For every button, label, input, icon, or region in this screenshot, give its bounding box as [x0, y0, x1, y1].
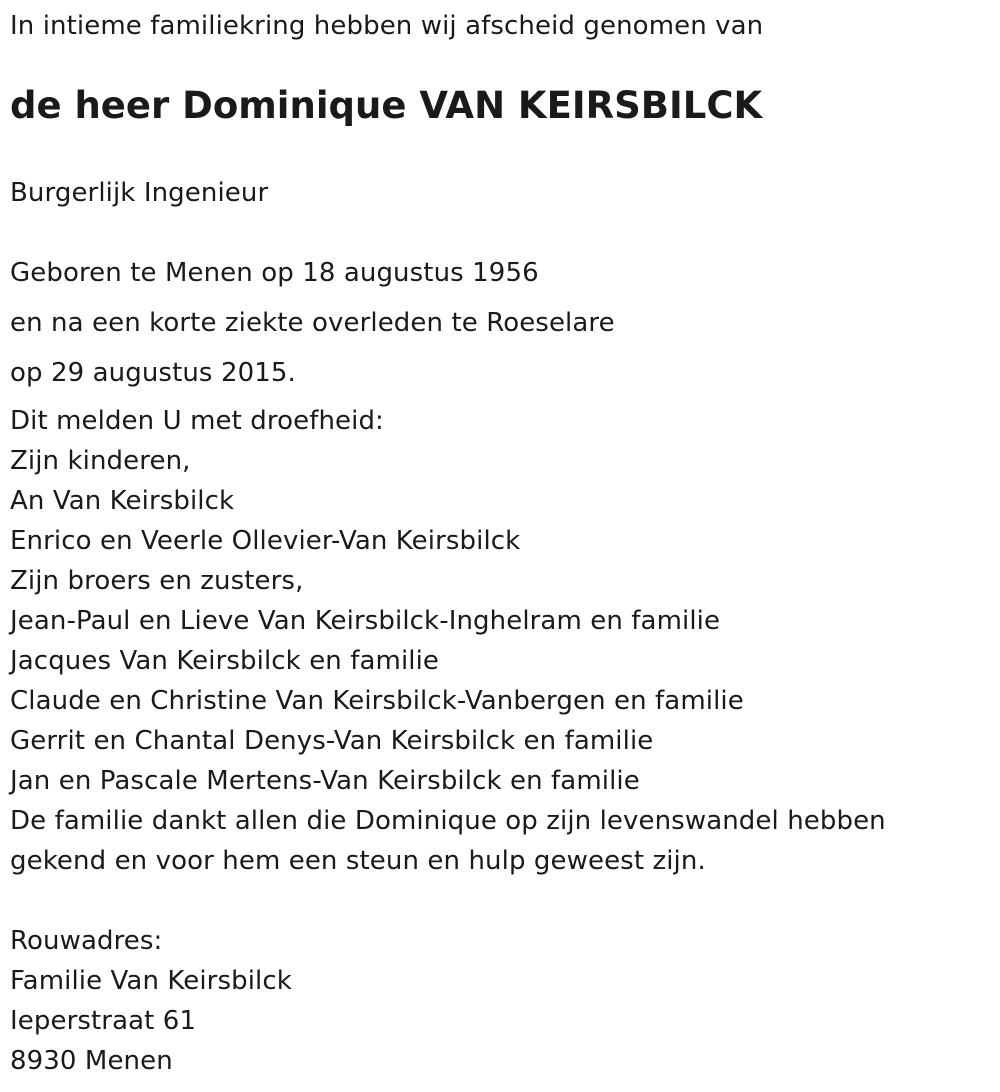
- birth-line: Geboren te Menen op 18 augustus 1956: [10, 258, 539, 288]
- address-line: Rouwadres:: [10, 926, 163, 956]
- family-line: Gerrit en Chantal Denys-Van Keirsbilck en familie: [10, 726, 654, 756]
- address-line: Familie Van Keirsbilck: [10, 966, 292, 996]
- family-line: Jacques Van Keirsbilck en familie: [10, 646, 440, 676]
- death-line-2: op 29 augustus 2015.: [10, 358, 296, 388]
- family-line: Jean-Paul en Lieve Van Keirsbilck-Inghelram en familie: [10, 606, 721, 636]
- family-line: Zijn kinderen,: [10, 446, 191, 476]
- family-line: De familie dankt allen die Dominique op zijn levenswandel hebben: [10, 806, 886, 836]
- family-line: An Van Keirsbilck: [10, 486, 235, 516]
- intro-text: In intieme familiekring hebben wij afscheid genomen van: [10, 11, 764, 41]
- address-line: Ieperstraat 61: [10, 1006, 197, 1036]
- mourning-address: [10, 921, 292, 1081]
- family-line: gekend en voor hem een steun en hulp geweest zijn.: [10, 846, 706, 876]
- family-line: Claude en Christine Van Keirsbilck-Vanbergen en familie: [10, 686, 744, 716]
- profession-title: Burgerlijk Ingenieur: [10, 178, 269, 208]
- address-line: 8930 Menen: [10, 1046, 173, 1076]
- family-list: [10, 401, 886, 881]
- family-line: Enrico en Veerle Ollevier-Van Keirsbilck: [10, 526, 521, 556]
- death-line-1: en na een korte ziekte overleden te Roeselare: [10, 308, 615, 338]
- family-line: Jan en Pascale Mertens-Van Keirsbilck en familie: [10, 766, 640, 796]
- family-line: Dit melden U met droefheid:: [10, 406, 384, 436]
- deceased-name: de heer Dominique VAN KEIRSBILCK: [10, 84, 763, 127]
- family-line: Zijn broers en zusters,: [10, 566, 304, 596]
